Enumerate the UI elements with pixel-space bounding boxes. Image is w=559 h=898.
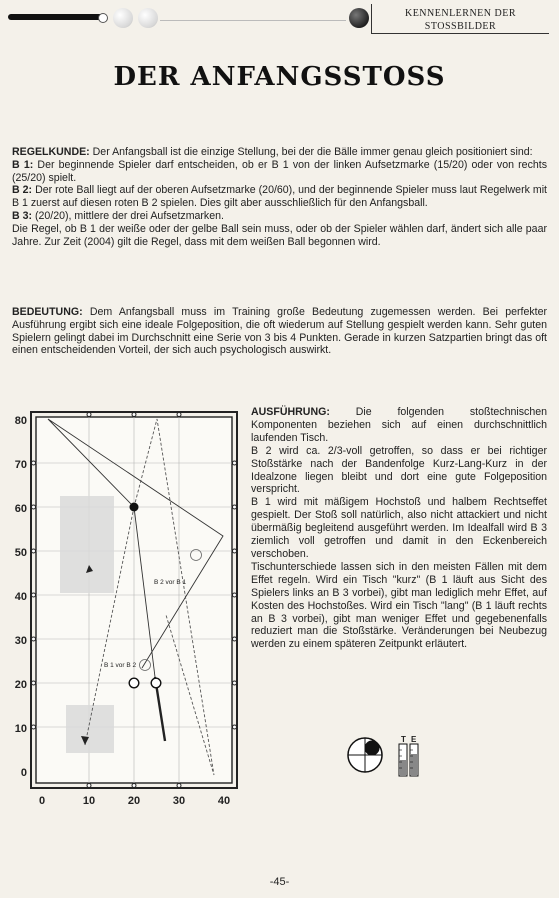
y-tick: 80 xyxy=(14,415,27,427)
cue-ball-effect-icon xyxy=(348,738,382,772)
diamond-marker xyxy=(233,593,237,597)
red-ball-b2 xyxy=(130,503,139,512)
diamond-marker xyxy=(32,549,36,553)
diamond-marker xyxy=(32,593,36,597)
ideal-zone-upper xyxy=(60,496,114,593)
diamond-marker xyxy=(233,681,237,685)
cue-icon xyxy=(8,14,104,20)
page-header xyxy=(0,0,559,38)
white-ball-icon xyxy=(138,8,158,28)
cue-tip-icon xyxy=(98,13,108,23)
y-tick: 10 xyxy=(14,723,27,735)
y-tick: 50 xyxy=(14,547,27,559)
header-rule xyxy=(160,20,346,21)
diamond-marker xyxy=(233,549,237,553)
bedeutung-heading: BEDEUTUNG: xyxy=(12,306,83,318)
diamond-marker xyxy=(32,725,36,729)
ball-b3 xyxy=(129,678,139,688)
page-number: -45- xyxy=(269,876,290,888)
regelkunde-intro: Der Anfangsball ist die einzige Stellung, bei der die Bälle immer genau gleich positioniert sind: xyxy=(89,146,533,158)
gauge-label-e: E xyxy=(411,735,417,744)
diamond-marker xyxy=(32,681,36,685)
diamond-marker xyxy=(177,784,181,788)
diamond-marker xyxy=(132,784,136,788)
diamond-marker xyxy=(233,505,237,509)
section-label-line1: KENNENLERNEN DER xyxy=(404,8,517,19)
x-tick: 40 xyxy=(217,795,231,807)
ausfuehrung-p1: Die folgenden stoßtechnischen Komponenten beziehen sich auf einen durchschnittlich laufenden Tisch. xyxy=(251,406,547,444)
gauge-label-t: T xyxy=(401,735,406,744)
label-b2-vor-b1: B 2 vor B 1 xyxy=(154,579,187,586)
y-tick: 40 xyxy=(14,591,27,603)
stroke-icons xyxy=(346,734,436,778)
b1-text: Der beginnende Spieler darf entscheiden, ob er B 1 von der linken Aufsetzmarke (15/20) oder von rechts (25/20) spielt. xyxy=(12,158,548,184)
diamond-marker xyxy=(32,637,36,641)
ball-b1 xyxy=(151,678,161,688)
b2-label: B 2: xyxy=(12,184,33,197)
diamond-marker xyxy=(87,784,91,788)
y-tick: 60 xyxy=(14,503,27,515)
section-label-line2: STOSSBILDER xyxy=(424,21,497,32)
billiard-table-diagram xyxy=(0,405,248,810)
ausfuehrung-intro xyxy=(251,406,547,445)
diamond-marker xyxy=(233,637,237,641)
regelkunde-section xyxy=(12,146,547,248)
bedeutung-section xyxy=(12,306,547,357)
ausfuehrung-p2: B 2 wird ca. 2/3-voll getroffen, so dass er bei richtiger Stoßstärke nach der Bandenfolge Kurz-Lang-Kurz in der Idealzone liegen bleibt und dort eine gute Folgeposition verspricht. xyxy=(251,444,547,496)
y-tick: 30 xyxy=(14,635,27,647)
x-tick: 0 xyxy=(38,795,46,807)
diamond-marker xyxy=(233,461,237,465)
x-tick: 20 xyxy=(127,795,141,807)
x-tick: 10 xyxy=(82,795,96,807)
white-ball-icon xyxy=(113,8,133,28)
ausfuehrung-p4: Tischunterschiede lassen sich in den meisten Fällen mit dem Effet regeln. Wird ein Tisch "kurz" (B 1 läuft aus Sicht des Spielers links an B 3 vorbei), gibt man lediglich mehr Effet, auf Kosten des Hochstoßes. Wird ein Tisch "lang" (B 1 läuft rechts an B 3 vorbei), gibt man weniger Effet und gegebenenfalls reduziert man die Stoßstärke. Veränderungen bei Neubezug werden zu einem späteren Zeitpunkt erläutert. xyxy=(251,560,547,651)
diamond-marker xyxy=(87,413,91,417)
ideal-zone-lower xyxy=(66,705,114,753)
ausfuehrung-heading: AUSFÜHRUNG: xyxy=(251,406,330,418)
y-tick: 0 xyxy=(20,767,27,779)
strength-gauge-icon xyxy=(399,735,418,776)
ausfuehrung-p3: B 1 wird mit mäßigem Hochstoß und halbem Rechtseffet gespielt. Der Stoß soll natürlich, also nicht attackiert und nicht übermäßig begleitend ausgeführt werden. Im Idealfall wird B 3 ziemlich voll getroffen und damit in den Eckenbereich verschoben. xyxy=(251,496,547,560)
diamond-marker xyxy=(177,413,181,417)
y-tick: 70 xyxy=(14,459,27,471)
regelkunde-closing: Die Regel, ob B 1 der weiße oder der gelbe Ball sein muss, oder ob der Spieler wählen darf, ändert sich alle paar Jahre. Zur Zeit (2004) gilt die Regel, dass mit dem weißen Ball begonnen wird. xyxy=(12,222,547,248)
b1-label: B 1: xyxy=(12,158,34,171)
b2-text: Der rote Ball liegt auf der oberen Aufsetzmarke (20/60), und der beginnende Spieler muss laut Regelwerk mit B 1 zuerst auf diesen roten B 2 spielen. Dies gilt aber ausschließlich für den Anfangsball. xyxy=(12,184,548,210)
x-tick: 30 xyxy=(172,795,186,807)
b3-text: (20/20), mittlere der drei Aufsetzmarken. xyxy=(32,209,224,222)
ausfuehrung-section xyxy=(251,406,547,651)
label-b1-vor-b2: B 1 vor B 2 xyxy=(104,662,137,669)
diamond-marker xyxy=(132,413,136,417)
y-tick: 20 xyxy=(14,679,27,691)
diamond-marker xyxy=(32,505,36,509)
diamond-marker xyxy=(233,725,237,729)
bedeutung-text: Dem Anfangsball muss im Training große Bedeutung zugemessen werden. Bei perfekter Ausführung ergibt sich eine ideale Folgeposition, die oft wiederum auf Stellung gespielt werden kann. Sehr guten Spielern gelingt dabei im Durchschnitt eine Serie von 3 bis 4 Punkten. Gerade in kurzen Satzpartien bringt das oft einen entscheidenden Vorteil, der sich auch psychologisch auswirkt. xyxy=(12,306,547,357)
diamond-marker xyxy=(32,461,36,465)
section-label xyxy=(371,4,549,34)
b3-label: B 3: xyxy=(12,209,33,222)
page-title: DER ANFANGSSTOSS xyxy=(113,62,446,92)
regelkunde-heading: REGELKUNDE: xyxy=(12,146,90,158)
black-ball-icon xyxy=(349,8,369,28)
